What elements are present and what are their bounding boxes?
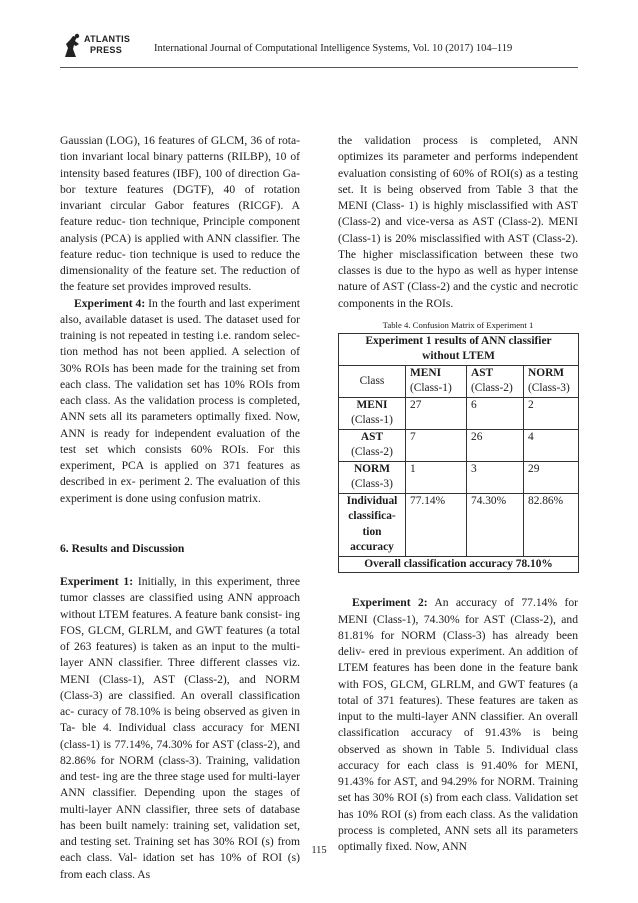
table-cell: 2 bbox=[524, 397, 579, 429]
row-label: NORM (Class-3) bbox=[339, 461, 406, 493]
row-label: Individual classifica- tion accuracy bbox=[339, 493, 406, 556]
table-cell: 77.14% bbox=[406, 493, 467, 556]
table-overall-row bbox=[339, 556, 579, 573]
table-cell: 1 bbox=[406, 461, 467, 493]
paragraph-experiment-4 bbox=[60, 296, 300, 507]
table-cell: 7 bbox=[406, 429, 467, 461]
left-column bbox=[60, 133, 300, 883]
confusion-matrix-table bbox=[338, 333, 579, 574]
lead-label: Experiment 2: bbox=[352, 596, 428, 610]
journal-title: International Journal of Computational Intelligence Systems, Vol. 10 (2017) 104–119 bbox=[154, 43, 513, 54]
page-number: 115 bbox=[311, 845, 327, 856]
header-norm: NORM (Class-3) bbox=[524, 365, 579, 397]
header-rule bbox=[60, 67, 578, 68]
lead-label: Experiment 1: bbox=[60, 575, 134, 588]
paragraph-experiment-2 bbox=[338, 595, 578, 855]
paragraph-experiment-1 bbox=[60, 574, 300, 883]
table-header-row bbox=[339, 365, 579, 397]
table-cell: 3 bbox=[467, 461, 524, 493]
header-ast: AST (Class-2) bbox=[467, 365, 524, 397]
right-column bbox=[338, 133, 578, 855]
table-row bbox=[339, 397, 579, 429]
table-cell: 26 bbox=[467, 429, 524, 461]
overall-accuracy: Overall classification accuracy 78.10% bbox=[339, 556, 579, 573]
table-cell: 27 bbox=[406, 397, 467, 429]
table-cell: 29 bbox=[524, 461, 579, 493]
table-row bbox=[339, 429, 579, 461]
paragraph: Gaussian (LOG), 16 features of GLCM, 36 of rota- tion invariant local binary patterns (RILBP), 10 of intensity based features (IBF), 100 of direction Ga- bor texture features (DGTF), 40 of rotation invariant circular Gabor features (RICGF). A feature reduc- tion technique, Principle component analysis (PCA) is applied with ANN classifier. The feature reduc- tion technique is used to reduce the dimensionality of the feature set. The reduction of the feature set provides improved results. bbox=[60, 134, 300, 294]
paragraph: the validation process is completed, ANN optimizes its parameter and performs independent evaluation consisting of 60% of ROI(s) as a testing set. It is being observed from Table 3 that the MENI (Class- 1) is highly misclassified with AST (Class-2) and vice-versa as AST (Class-2). MENI (Class-1) is 20% misclassified with AST (Class-2). The higher misclassification between these two classes is due to the hypo as well as hyper intense nature of AST (Class-2) and the cystic and necrotic components in the ROIs. bbox=[338, 134, 578, 310]
logo-text-press: PRESS bbox=[90, 45, 123, 55]
table-cell: 4 bbox=[524, 429, 579, 461]
table-cell: 74.30% bbox=[467, 493, 524, 556]
paragraph-text: An accuracy of 77.14% for MENI (Class-1), 74.30% for AST (Class-2), and 81.81% for NORM (Class-3) has already been deliv- ered in previous experiment. An addition of LTEM features has been done in the feature bank with FOS, GLCM, GLRLM, and GWT features (a total of 371 features). These features are taken as input to the multi-layer ANN classifier. An overall classification accuracy of 91.43% is being observed as shown in Table 5. Individual class accuracy for each class is 91.40% for MENI, 91.43% for AST, and 94.29% for NORM. Training set has 30% ROI (s) from each class. Validation set has 10% ROI (s) from each class. As the validation process is completed, ANN sets all its parameters optimally fixed. Now, ANN bbox=[338, 596, 578, 853]
table-title: Experiment 1 results of ANN classifier without LTEM bbox=[339, 333, 579, 365]
row-label: MENI (Class-1) bbox=[339, 397, 406, 429]
row-label: AST (Class-2) bbox=[339, 429, 406, 461]
page-header bbox=[60, 30, 580, 70]
table-row bbox=[339, 461, 579, 493]
header-class: Class bbox=[339, 365, 406, 397]
table-title-row bbox=[339, 333, 579, 365]
paragraph-text: In the fourth and last experiment also, available dataset is used. The dataset used for training is not repeated in testing i.e. random selec- tion method has not been applied. A selection of 30% ROIs has been made for the training set from each class. The validation set has 10% ROIs from each class. As the validation process is completed, ANN sets all its parameters optimally fixed. Now, ANN is ready for independent evaluation of the test set which consists 60% ROIs. For this experiment, PCA is applied on 371 features as described in ex- periment 2. The evaluation of this experiment is done using confusion matrix. bbox=[60, 296, 300, 505]
table-caption: Table 4. Confusion Matrix of Experiment 1 bbox=[382, 319, 534, 330]
table-cell: 6 bbox=[467, 397, 524, 429]
logo-text-atlantis: ATLANTIS bbox=[84, 34, 131, 44]
table-cell: 82.86% bbox=[524, 493, 579, 556]
atlantis-figure-icon bbox=[62, 33, 84, 59]
section-title: 6. Results and Discussion bbox=[60, 541, 185, 555]
table-row-individual-accuracy bbox=[339, 493, 579, 556]
header-meni: MENI (Class-1) bbox=[406, 365, 467, 397]
lead-label: Experiment 4: bbox=[74, 296, 146, 310]
paragraph-text: Initially, in this experiment, three tumor classes are classified using ANN approach without LTEM features. A feature bank consist- ing FOS, GLCM, GLRLM, and GWT features (a total of 263 features) is taken as an input to the multi-layer ANN classifier. Three different classes viz. MENI (Class-1), AST (Class-2), and NORM (Class-3) are classified. An overall classification ac- curacy of 78.10% is being observed as given in Ta- ble 4. Individual class accuracy for MENI (class-1) is 77.14%, 74.30% for AST (class-2), and 82.86% for NORM (class-3). Training, validation and test- ing are the three stage used for multi-layer ANN classifier. Depending upon the stages of multi-layer ANN classifier, three sets of database has been built namely: training set, validation set, and testing set. Training set has 30% ROI (s) from each class. Val- idation set has 10% of ROI (s) from each class. As bbox=[60, 575, 300, 881]
atlantis-press-logo bbox=[60, 30, 140, 64]
